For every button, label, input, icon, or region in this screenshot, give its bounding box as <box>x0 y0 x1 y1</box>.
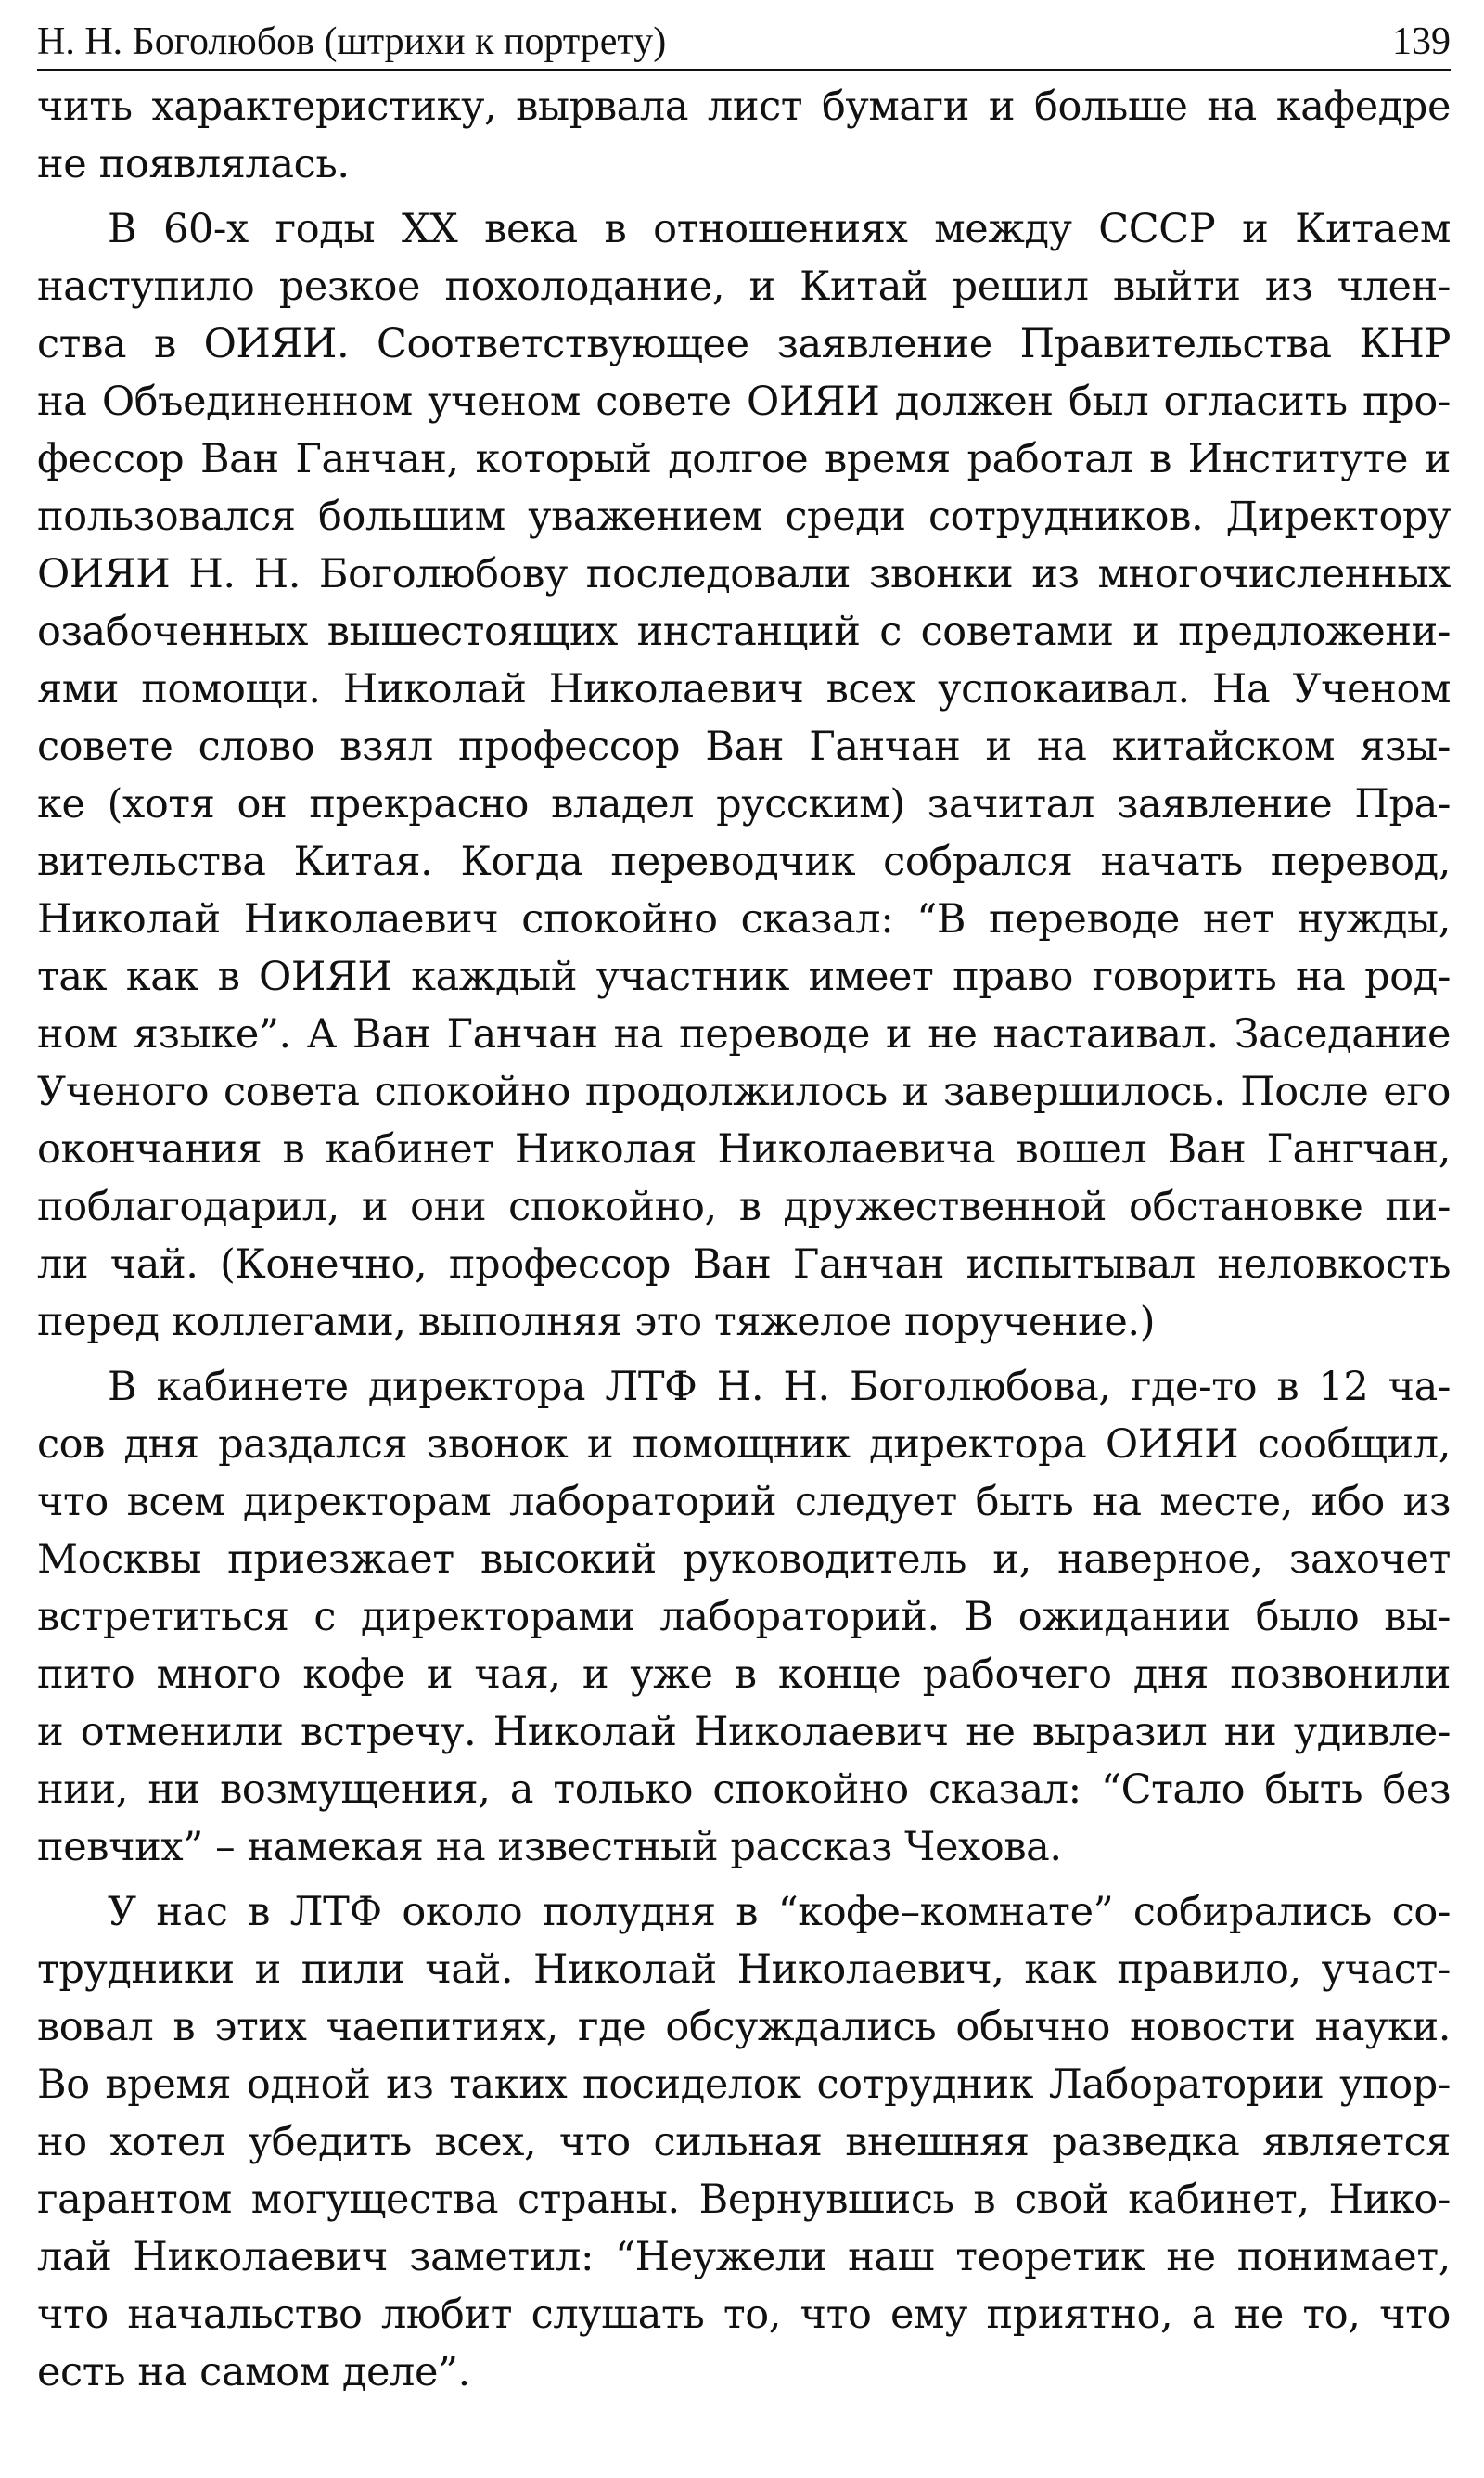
text-line: ства в ОИЯИ. Соответствующее заявление Правительства КНР <box>37 321 1451 367</box>
text-line: поблагодарил, и они спокойно, в дружественной обстановке пи- <box>37 1184 1451 1230</box>
text-line: У нас в ЛТФ около полудня в “кофе–комнате” собирались со- <box>108 1889 1451 1935</box>
text-line: трудники и пили чай. Николай Николаевич, как правило, участ- <box>37 1946 1451 1993</box>
text-line: фессор Ван Ганчан, который долгое время работал в Институте и <box>37 436 1451 482</box>
text-line: совете слово взял профессор Ван Ганчан и на китайском язы- <box>37 724 1451 770</box>
text-line: ями помощи. Николай Николаевич всех успокаивал. На Ученом <box>37 666 1451 713</box>
text-line: наступило резкое похолодание, и Китай решил выйти из член- <box>37 263 1451 310</box>
body-text <box>37 78 1451 2401</box>
text-line: Ученого совета спокойно продолжилось и завершилось. После его <box>37 1069 1451 1115</box>
text-line: гарантом могущества страны. Вернувшись в свой кабинет, Нико- <box>37 2176 1451 2223</box>
text-line: сов дня раздался звонок и помощник директора ОИЯИ сообщил, <box>37 1421 1451 1468</box>
text-line: перед коллегами, выполняя это тяжелое поручение.) <box>37 1299 1156 1345</box>
header-rule <box>37 69 1451 71</box>
text-line: вовал в этих чаепитиях, где обсуждались обычно новости науки. <box>37 2004 1451 2050</box>
text-line: есть на самом деле”. <box>37 2349 470 2395</box>
page-number: 139 <box>1392 20 1451 63</box>
text-line: но хотел убедить всех, что сильная внешняя разведка является <box>37 2119 1451 2165</box>
text-line: В кабинете директора ЛТФ Н. Н. Боголюбова, где-то в 12 ча- <box>108 1364 1451 1410</box>
text-line: ке (хотя он прекрасно владел русским) зачитал заявление Пра- <box>37 781 1451 828</box>
paragraph <box>37 1358 1451 1876</box>
text-line: Москвы приезжает высокий руководитель и, наверное, захочет <box>37 1536 1451 1583</box>
paragraph <box>37 200 1451 1351</box>
text-line: вительства Китая. Когда переводчик собрался начать перевод, <box>37 839 1451 885</box>
text-line: чить характеристику, вырвала лист бумаги и больше на кафедре <box>37 83 1451 130</box>
text-line: встретиться с директорами лабораторий. В ожидании было вы- <box>37 1594 1451 1640</box>
text-line: ном языке”. А Ван Ганчан на переводе и не настаивал. Заседание <box>37 1011 1451 1058</box>
text-line: пользовался большим уважением среди сотрудников. Директору <box>37 494 1451 540</box>
running-header-title: Н. Н. Боголюбов (штрихи к портрету) <box>37 20 667 63</box>
text-line: на Объединенном ученом совете ОИЯИ должен был огласить про- <box>37 379 1451 425</box>
text-line: В 60-х годы XX века в отношениях между СССР и Китаем <box>108 206 1451 252</box>
text-line: так как в ОИЯИ каждый участник имеет право говорить на род- <box>37 954 1451 1000</box>
text-line: озабоченных вышестоящих инстанций с советами и предложени- <box>37 609 1451 655</box>
text-line: не появлялась. <box>37 141 350 187</box>
text-line: окончания в кабинет Николая Николаевича вошел Ван Гангчан, <box>37 1126 1451 1173</box>
paragraph <box>37 78 1451 193</box>
text-line: ли чай. (Конечно, профессор Ван Ганчан испытывал неловкость <box>37 1241 1451 1288</box>
text-line: что начальство любит слушать то, что ему приятно, а не то, что <box>37 2292 1451 2338</box>
text-line: и отменили встречу. Николай Николаевич не выразил ни удивле- <box>37 1709 1451 1755</box>
text-line: Николай Николаевич спокойно сказал: “В переводе нет нужды, <box>37 896 1451 943</box>
running-header <box>37 17 1451 67</box>
text-line: лай Николаевич заметил: “Неужели наш теоретик не понимает, <box>37 2234 1451 2280</box>
text-line: пито много кофе и чая, и уже в конце рабочего дня позвонили <box>37 1651 1451 1698</box>
paragraph <box>37 1883 1451 2401</box>
text-line: ОИЯИ Н. Н. Боголюбову последовали звонки из многочисленных <box>37 551 1451 597</box>
text-line: певчих” – намекая на известный рассказ Чехова. <box>37 1824 1062 1870</box>
text-line: что всем директорам лабораторий следует быть на месте, ибо из <box>37 1479 1451 1525</box>
text-line: нии, ни возмущения, а только спокойно сказал: “Стало быть без <box>37 1766 1451 1813</box>
text-line: Во время одной из таких посиделок сотрудник Лаборатории упор- <box>37 2061 1451 2108</box>
